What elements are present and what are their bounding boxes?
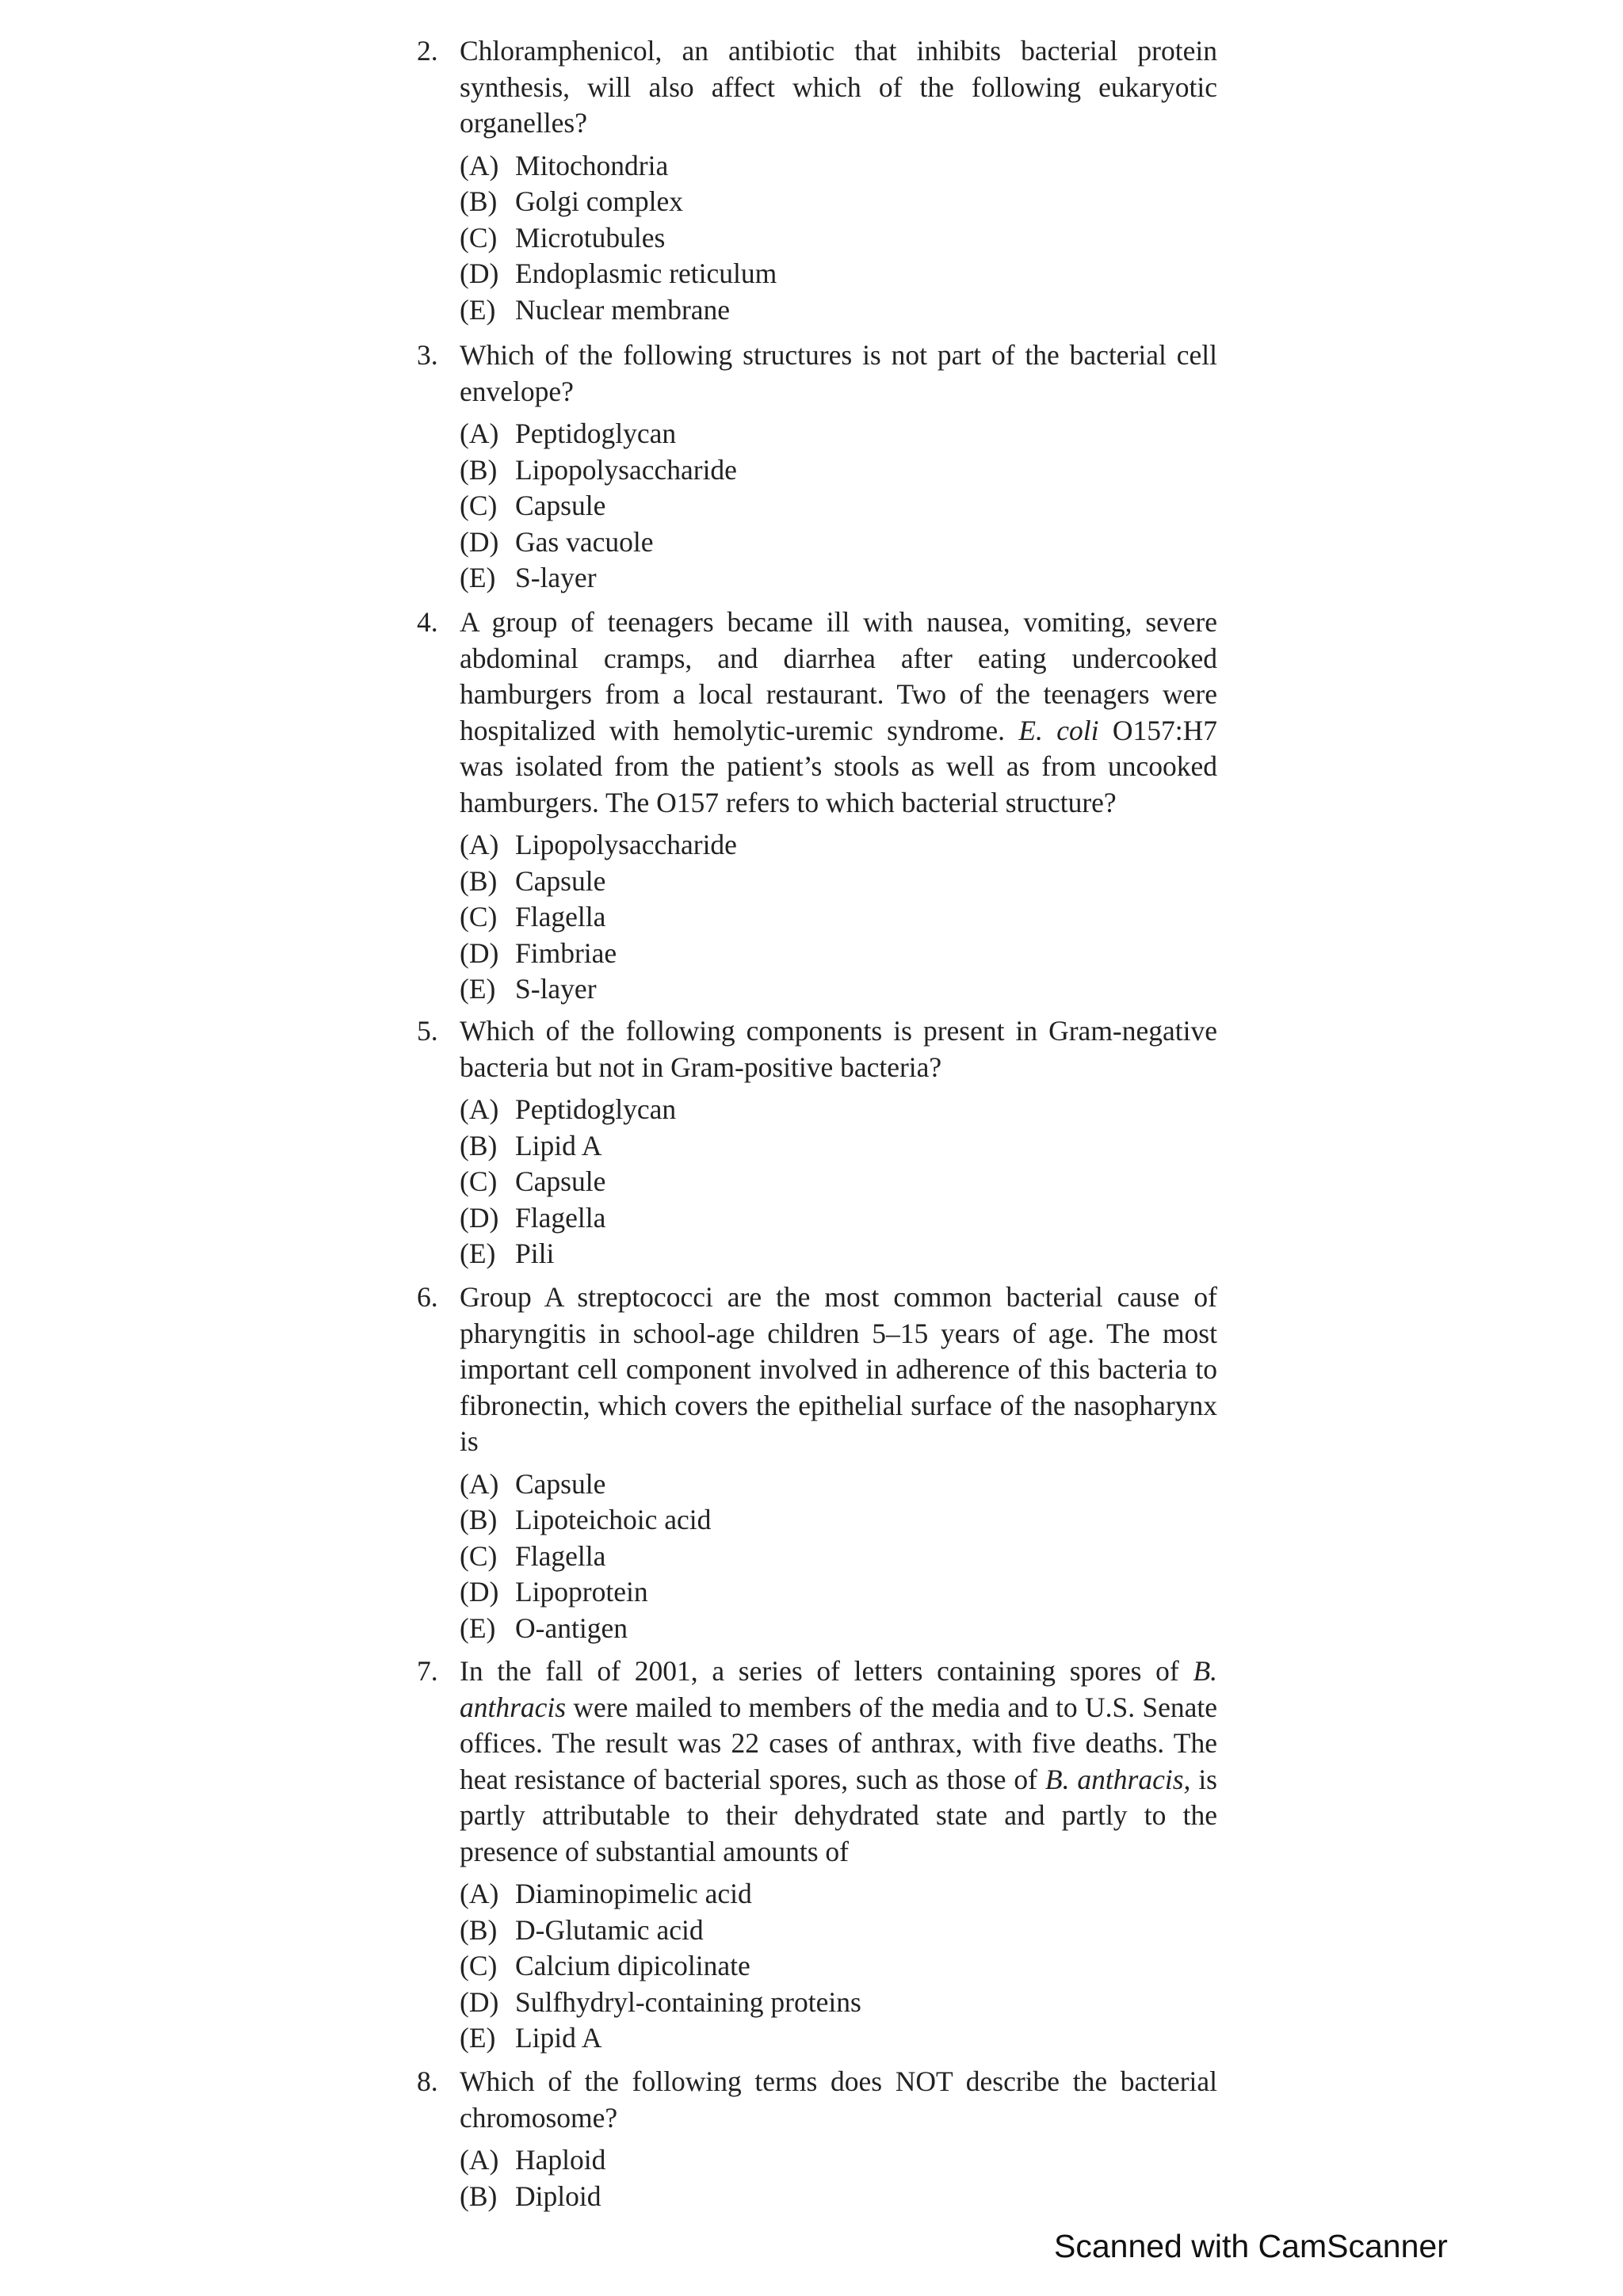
option-letter: (B) — [460, 1913, 498, 1946]
answer-option[interactable] — [460, 452, 1217, 489]
scanner-watermark: Scanned with CamScanner — [1054, 2228, 1448, 2264]
option-letter: (C) — [460, 1950, 498, 1981]
question-number: 6. — [417, 1281, 438, 1313]
option-text: Gas vacuole — [515, 525, 654, 558]
option-text: Fimbriae — [515, 936, 617, 969]
question-number: 8. — [417, 2065, 438, 2097]
question-number: 7. — [417, 1655, 438, 1687]
organism-name: B. anthracis, — [1044, 1763, 1191, 1795]
option-text: Lipid A — [515, 2022, 602, 2054]
option-text: Flagella — [515, 1201, 606, 1234]
option-letter: (B) — [460, 1129, 498, 1161]
option-text: Endoplasmic reticulum — [515, 257, 777, 289]
option-letter: (D) — [460, 1201, 499, 1234]
question-stem — [417, 33, 1217, 142]
answer-option[interactable] — [460, 292, 1217, 329]
answer-option[interactable] — [460, 1128, 1217, 1165]
answer-option[interactable] — [460, 1611, 1217, 1647]
question-5 — [417, 1013, 1217, 1272]
option-letter: (E) — [460, 2022, 496, 2054]
question-6 — [417, 1280, 1217, 1646]
option-letter: (A) — [460, 1878, 499, 1909]
answer-option[interactable] — [460, 416, 1217, 452]
answer-option[interactable] — [460, 899, 1217, 936]
answer-option[interactable] — [460, 971, 1217, 1008]
answer-option[interactable] — [460, 524, 1217, 561]
answer-option[interactable] — [460, 148, 1217, 185]
option-letter: (E) — [460, 1238, 496, 1269]
answer-option[interactable] — [460, 1502, 1217, 1539]
answer-option[interactable] — [460, 1876, 1217, 1913]
option-text: Lipoteichoic acid — [515, 1504, 712, 1535]
question-text-part: were mailed to members of the media and to U.S. Senate offices. The result was 22 cases of anthrax, with five deaths. The heat resistance of bacterial spores, such as those of — [460, 1691, 1217, 1795]
option-text: Golgi complex — [515, 185, 683, 217]
answer-options — [417, 2142, 1217, 2214]
question-4 — [417, 605, 1217, 1008]
question-text-part: is partly attributable to their dehydrated state and partly to the presence of substantial amounts of — [460, 1763, 1217, 1867]
option-letter: (A) — [460, 418, 499, 449]
answer-option[interactable] — [460, 1200, 1217, 1237]
option-text: Diaminopimelic acid — [515, 1878, 752, 1909]
question-text — [460, 1655, 1217, 1867]
option-letter: (A) — [460, 2144, 499, 2176]
option-text: Lipopolysaccharide — [515, 829, 737, 860]
answer-options — [417, 148, 1217, 329]
option-letter: (A) — [460, 1093, 499, 1125]
answer-options — [417, 416, 1217, 597]
option-text: Flagella — [515, 901, 606, 933]
option-letter: (D) — [460, 525, 499, 558]
option-text: Lipopolysaccharide — [515, 453, 737, 486]
answer-options — [417, 827, 1217, 1008]
option-text: Lipoprotein — [515, 1576, 648, 1608]
answer-option[interactable] — [460, 827, 1217, 864]
question-7 — [417, 1653, 1217, 2057]
organism-name: B. anthracis — [460, 1655, 1217, 1723]
option-letter: (C) — [460, 490, 498, 521]
option-letter: (E) — [460, 293, 496, 326]
option-letter: (B) — [460, 1504, 498, 1535]
option-letter: (A) — [460, 1467, 499, 1500]
question-text: Which of the following terms does NOT describe the bacterial chromosome? — [460, 2065, 1217, 2134]
question-2 — [417, 33, 1217, 328]
option-letter: (D) — [460, 1576, 499, 1608]
answer-option[interactable] — [460, 184, 1217, 220]
question-text: Which of the following structures is not part of the bacterial cell envelope? — [460, 339, 1217, 407]
option-letter: (D) — [460, 1985, 499, 2018]
answer-option[interactable] — [460, 1985, 1217, 2021]
answer-option[interactable] — [460, 1539, 1217, 1575]
option-letter: (E) — [460, 1611, 496, 1644]
option-letter: (C) — [460, 901, 498, 933]
question-3 — [417, 338, 1217, 597]
option-text: Nuclear membrane — [515, 293, 731, 326]
question-stem — [417, 605, 1217, 821]
option-text: S-layer — [515, 562, 597, 593]
option-text: Flagella — [515, 1539, 606, 1572]
question-number: 2. — [417, 35, 438, 67]
option-text: Capsule — [515, 1165, 606, 1197]
option-letter: (C) — [460, 221, 498, 254]
question-number: 4. — [417, 606, 438, 638]
question-text-part: A group of teenagers became ill with nausea, vomiting, severe abdominal cramps, and diarrhea after eating undercooked hamburgers from a local restaurant. Two of the teenagers were hospitalized with hemolytic-uremic syndrome. — [460, 606, 1217, 746]
option-letter: (A) — [460, 149, 499, 181]
option-text: Pili — [515, 1238, 555, 1269]
option-text: S-layer — [515, 973, 597, 1005]
question-stem — [417, 1013, 1217, 1085]
answer-options — [417, 1466, 1217, 1647]
option-letter: (C) — [460, 1539, 498, 1572]
option-text: Lipid A — [515, 1129, 602, 1161]
answer-option[interactable] — [460, 1236, 1217, 1272]
option-text: Capsule — [515, 1467, 606, 1500]
question-text: Which of the following components is present in Gram-negative bacteria but not in Gram-positive bacteria? — [460, 1015, 1217, 1083]
answer-option[interactable] — [460, 936, 1217, 972]
question-stem — [417, 338, 1217, 410]
question-stem — [417, 1280, 1217, 1460]
answer-option[interactable] — [460, 1913, 1217, 1949]
option-letter: (E) — [460, 562, 496, 593]
answer-option[interactable] — [460, 1948, 1217, 1985]
answer-options — [417, 1876, 1217, 2057]
option-letter: (C) — [460, 1165, 498, 1197]
question-stem — [417, 1653, 1217, 1870]
option-text: Peptidoglycan — [515, 1093, 677, 1125]
option-text: -Glutamic acid — [535, 1913, 704, 1946]
question-text — [460, 606, 1217, 818]
option-text: Mitochondria — [515, 149, 669, 181]
answer-option[interactable] — [460, 488, 1217, 524]
question-text-part: In the fall of 2001, a series of letters containing spores of — [460, 1655, 1193, 1687]
question-stem — [417, 2064, 1217, 2136]
option-letter: (B) — [460, 185, 498, 217]
option-letter: (D) — [460, 257, 499, 289]
option-text: Calcium dipicolinate — [515, 1950, 750, 1981]
answer-option[interactable] — [460, 560, 1217, 597]
option-letter: (A) — [460, 829, 499, 860]
option-text: Capsule — [515, 490, 606, 521]
option-letter: (B) — [460, 864, 498, 897]
option-letter: (D) — [460, 936, 499, 969]
answer-option[interactable] — [460, 2179, 1217, 2215]
option-text: O-antigen — [515, 1611, 628, 1644]
question-text-part: O157:H7 was isolated from the patient’s stools as well as from uncooked hamburgers. The O157 refers to which bacterial structure? — [460, 714, 1217, 818]
option-letter: (E) — [460, 973, 496, 1005]
option-text: Haploid — [515, 2144, 606, 2176]
organism-name: E. coli — [1018, 714, 1099, 746]
question-number: 5. — [417, 1015, 438, 1047]
question-text: Chloramphenicol, an antibiotic that inhibits bacterial protein synthesis, will also affect which of the following eukaryotic organelles? — [460, 35, 1217, 139]
option-text: Capsule — [515, 864, 606, 897]
option-text: Diploid — [515, 2180, 601, 2212]
answer-option[interactable] — [460, 864, 1217, 900]
answer-option[interactable] — [460, 256, 1217, 292]
answer-option[interactable] — [460, 1574, 1217, 1611]
question-text: Group A streptococci are the most common bacterial cause of pharyngitis in school-age children 5–15 years of age. The most important cell component involved in adherence of this bacteria to fibronectin, which covers the epithelial surface of the nasopharynx is — [460, 1281, 1217, 1457]
question-8 — [417, 2064, 1217, 2214]
answer-option[interactable] — [460, 1466, 1217, 1503]
answer-option[interactable] — [460, 1092, 1217, 1128]
answer-option[interactable] — [460, 1164, 1217, 1200]
option-letter: (B) — [460, 453, 498, 486]
option-letter: (B) — [460, 2180, 498, 2212]
option-text-prefix: D — [515, 1913, 536, 1946]
answer-option[interactable] — [460, 2142, 1217, 2179]
answer-options — [417, 1092, 1217, 1272]
option-text: Peptidoglycan — [515, 418, 677, 449]
option-text: Microtubules — [515, 221, 666, 254]
question-number: 3. — [417, 339, 438, 371]
answer-option[interactable] — [460, 220, 1217, 257]
option-text: Sulfhydryl-containing proteins — [515, 1985, 861, 2018]
answer-option[interactable] — [460, 2020, 1217, 2057]
